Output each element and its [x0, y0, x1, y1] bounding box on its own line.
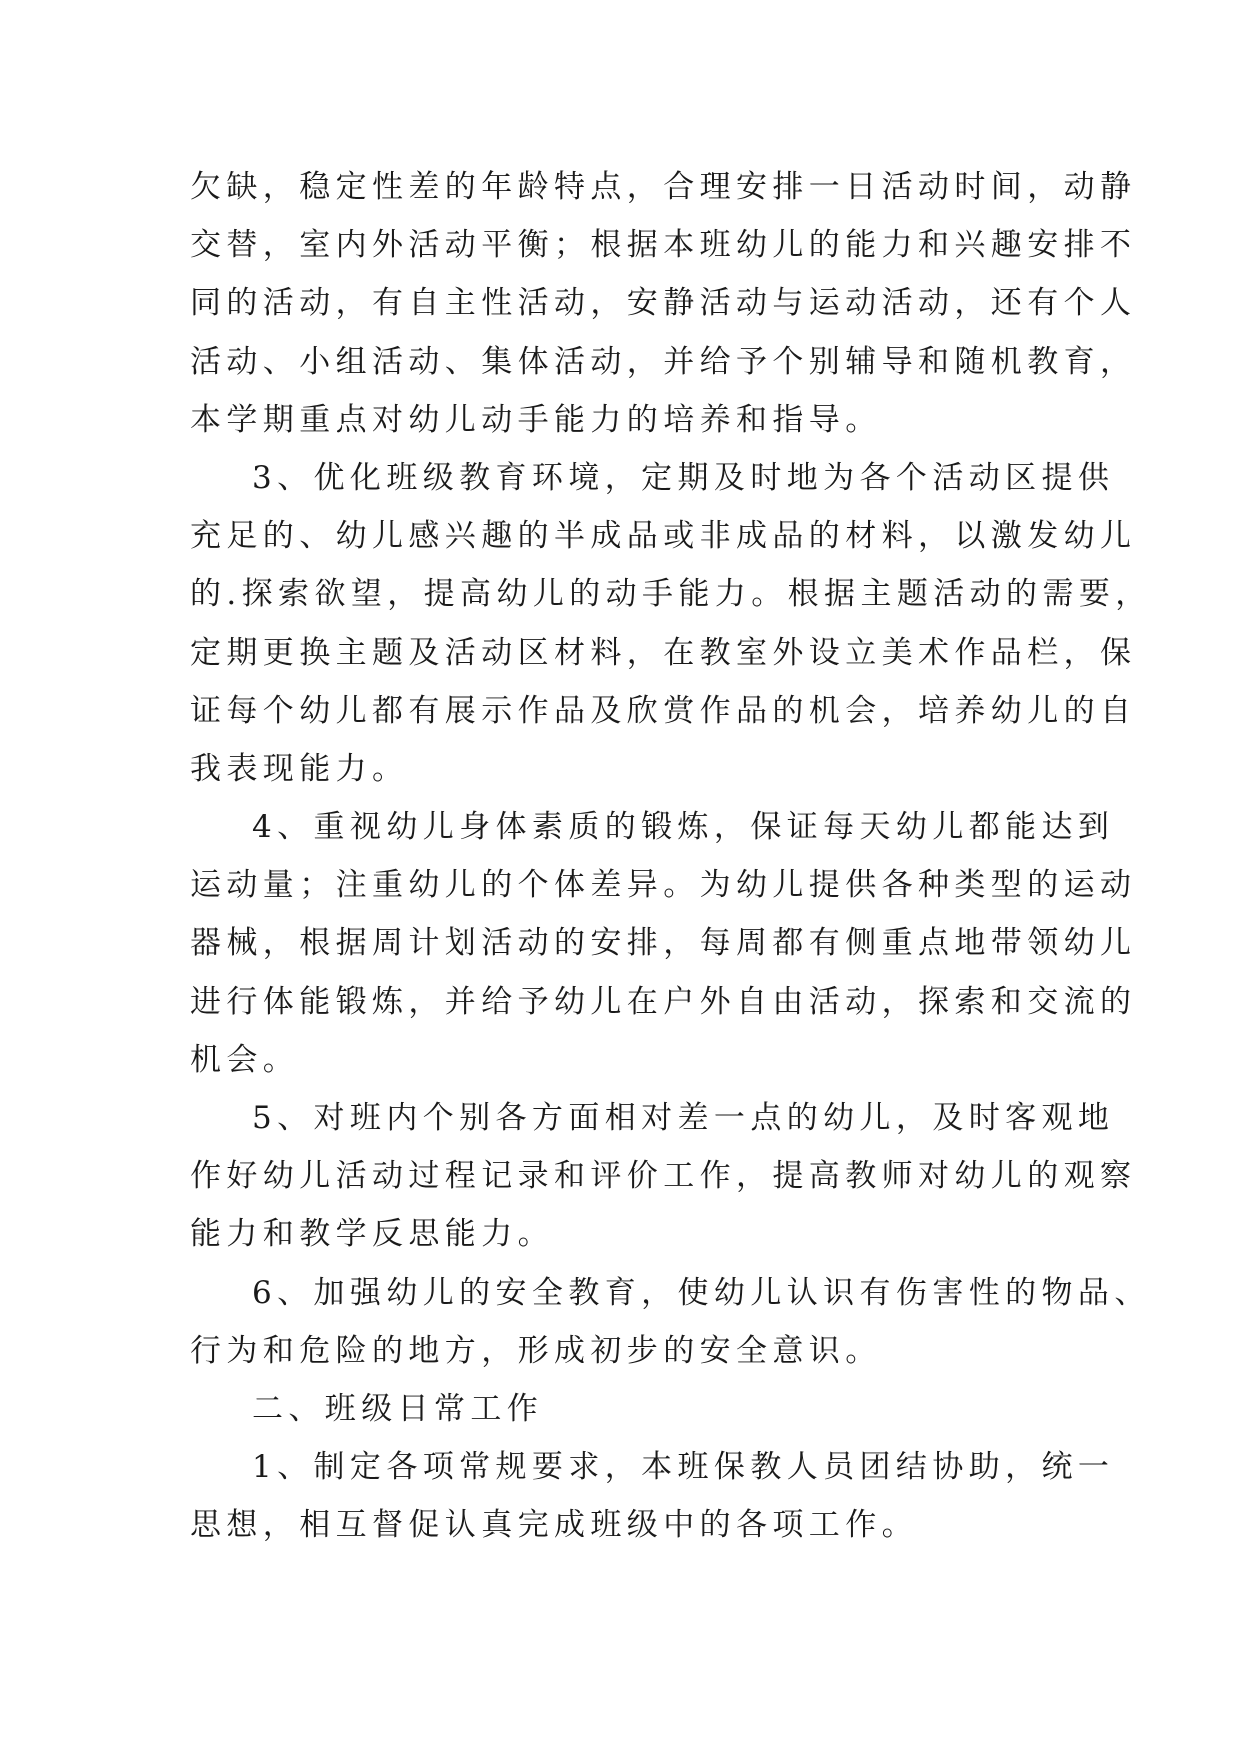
text-line: 本学期重点对幼儿动手能力的培养和指导。: [190, 401, 882, 438]
text-line: 1、制定各项常规要求，本班保教人员团结协助，统一: [252, 1449, 1115, 1486]
text-line: 4、重视幼儿身体素质的锻炼，保证每天幼儿都能达到: [252, 809, 1115, 846]
text-line: 器械，根据周计划活动的安排，每周都有侧重点地带领幼儿: [190, 925, 1137, 962]
text-line: 进行体能锻炼，并给予幼儿在户外自由活动，探索和交流的: [190, 983, 1137, 1020]
text-line: 运动量；注重幼儿的个体差异。为幼儿提供各种类型的运动: [190, 867, 1137, 904]
text-line: 思想，相互督促认真完成班级中的各项工作。: [190, 1507, 918, 1544]
text-line: 能力和教学反思能力。: [190, 1216, 554, 1253]
text-line: 3、优化班级教育环境，定期及时地为各个活动区提供: [252, 459, 1115, 496]
text-line: 欠缺，稳定性差的年龄特点，合理安排一日活动时间，动静: [190, 169, 1137, 205]
text-line: 同的活动，有自主性活动，安静活动与运动活动，还有个人: [190, 285, 1137, 322]
text-line: 交替，室内外活动平衡；根据本班幼儿的能力和兴趣安排不: [190, 227, 1137, 264]
text-line: 活动、小组活动、集体活动，并给予个别辅导和随机教育，: [190, 343, 1137, 380]
text-line: 作好幼儿活动过程记录和评价工作，提高教师对幼儿的观察: [190, 1158, 1137, 1195]
text-line: 行为和危险的地方，形成初步的安全意识。: [190, 1332, 882, 1369]
text-line: 充足的、幼儿感兴趣的半成品或非成品的材料，以激发幼儿: [190, 518, 1137, 555]
text-line: 5、对班内个别各方面相对差一点的幼儿，及时客观地: [252, 1100, 1115, 1136]
text-line: 二、班级日常工作: [252, 1390, 544, 1427]
document-body: [190, 158, 1152, 1555]
text-line: 6、加强幼儿的安全教育，使幼儿认识有伤害性的物品、: [252, 1274, 1151, 1311]
text-line: 的.探索欲望，提高幼儿的动手能力。根据主题活动的需要，: [190, 576, 1152, 613]
text-line: 证每个幼儿都有展示作品及欣赏作品的机会，培养幼儿的自: [190, 692, 1137, 729]
text-line: 机会。: [190, 1041, 300, 1078]
text-line: 定期更换主题及活动区材料，在教室外设立美术作品栏，保: [190, 634, 1137, 671]
text-line: 我表现能力。: [190, 750, 409, 787]
